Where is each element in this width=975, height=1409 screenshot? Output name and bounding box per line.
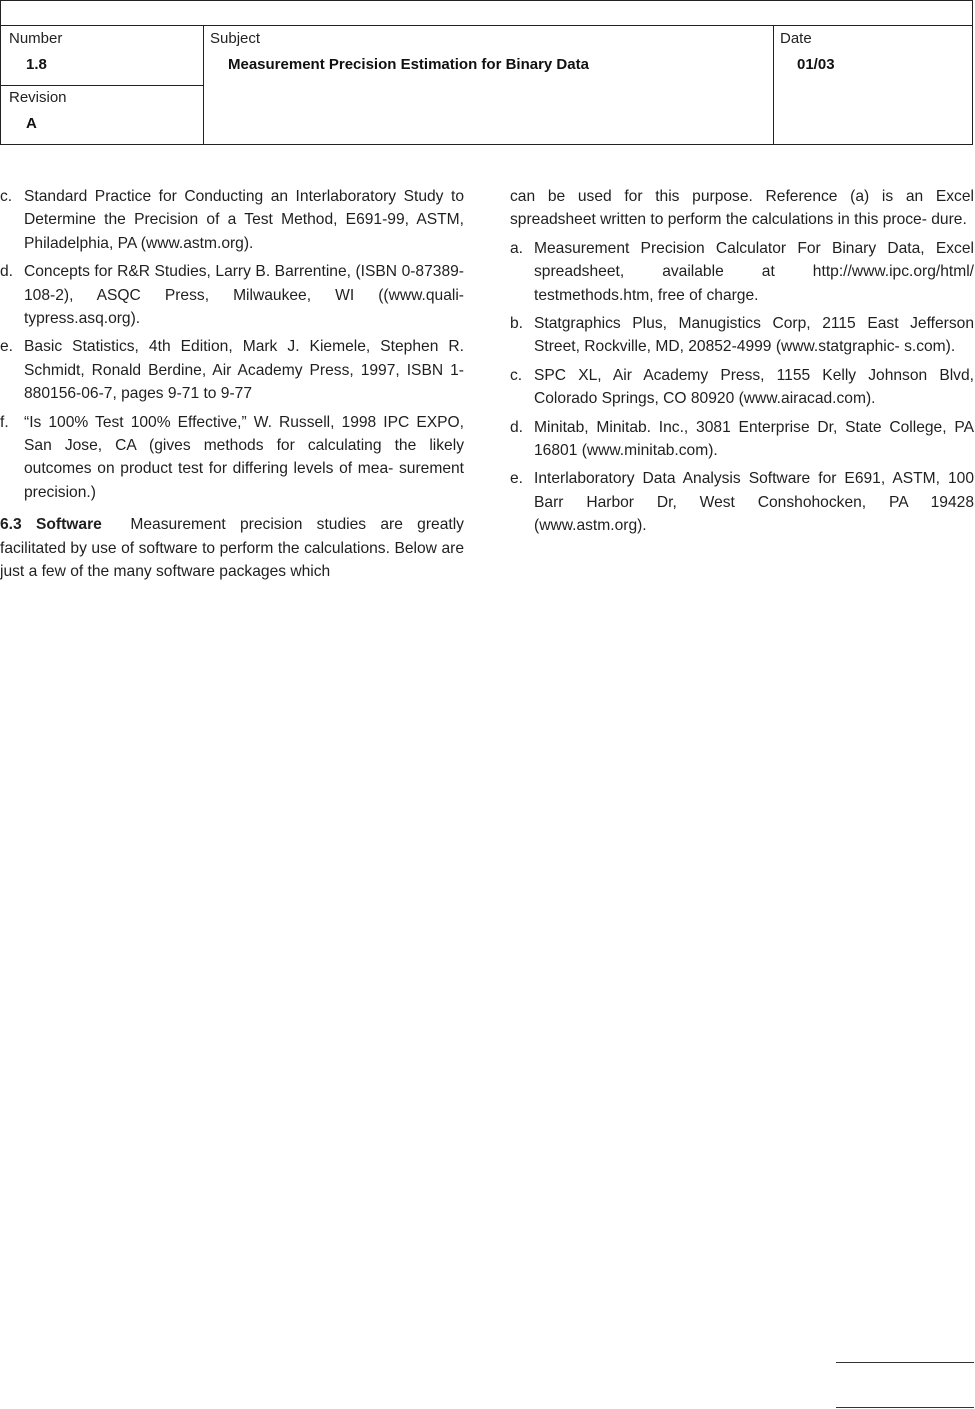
revision-value: A [26,115,37,132]
reference-item [0,260,464,330]
revision-cell [1,85,204,145]
reference-letter: e. [510,470,524,488]
reference-item [0,185,464,255]
reference-text: Statgraphics Plus, Manugistics Corp, 2115 East Jefferson Street, Rockville, MD, 20852-4999 (www.statgraphic- s.com). [534,315,974,356]
software-reference-item [510,312,974,359]
reference-letter: f. [0,413,9,431]
number-value: 1.8 [26,56,47,73]
software-reference-item [510,467,974,537]
subject-label: Subject [210,30,261,47]
software-continuation: can be used for this purpose. Reference (a) is an Excel spreadsheet written to perform the calculations in this proce- dure. [510,188,974,229]
header-top-strip [1,1,972,26]
reference-text: Interlaboratory Data Analysis Software for E691, ASTM, 100 Barr Harbor Dr, West Conshohocken, PA 19428 (www.astm.org). [534,470,974,535]
reference-text: Standard Practice for Conducting an Interlaboratory Study to Determine the Precision of a Test Method, E691-99, ASTM, Philadelphia, PA (www.astm.org). [24,188,464,252]
footer-rule-lower [836,1407,974,1408]
date-value: 01/03 [797,56,835,73]
reference-letter: d. [0,263,14,281]
software-paragraph [0,513,464,583]
software-text: Measurement precision studies are greatly facilitated by use of software to perform the calculations. Below are just a few of the many software packages which [0,516,464,581]
date-label: Date [780,30,812,47]
reference-text: Measurement Precision Calculator For Binary Data, Excel spreadsheet, available at http://www.ipc.org/html/ testmethods.htm, free of charge. [534,239,974,304]
software-heading: 6.3 Software [0,516,102,534]
reference-letter: e. [0,338,14,356]
subject-value: Measurement Precision Estimation for Binary Data [228,56,589,73]
reference-text: SPC XL, Air Academy Press, 1155 Kelly Johnson Blvd, Colorado Springs, CO 80920 (www.airacad.com). [534,366,974,408]
reference-text: Basic Statistics, 4th Edition, Mark J. Kiemele, Stephen R. Schmidt, Ronald Berdine, Air Academy Press, 1997, ISBN 1-880156-06-7, pages 9-71 to 9-77 [24,338,464,403]
date-cell [773,26,973,145]
footer-rule-upper [836,1362,974,1363]
right-column [510,185,974,543]
reference-item [0,411,464,505]
number-label: Number [9,30,63,47]
reference-item [0,335,464,405]
software-reference-item [510,237,974,307]
subject-cell [203,26,774,145]
software-reference-item [510,364,974,411]
reference-letter: c. [510,366,523,384]
reference-text: Minitab, Minitab. Inc., 3081 Enterprise Dr, State College, PA 16801 (www.minitab.com). [534,418,974,460]
reference-letter: c. [0,188,13,205]
left-column [0,185,464,584]
reference-letter: d. [510,418,524,436]
revision-label: Revision [9,89,67,106]
reference-text: “Is 100% Test 100% Effective,” W. Russell, 1998 IPC EXPO, San Jose, CA (gives methods for calculating the likely outcomes on product test for differing levels of mea- surement precision.) [24,413,464,501]
number-cell [1,26,204,86]
reference-text: Concepts for R&R Studies, Larry B. Barrentine, (ISBN 0-87389-108-2), ASQC Press, Milwaukee, WI ((www.quali- typress.asq.org). [24,263,464,328]
software-reference-item [510,416,974,463]
reference-letter: b. [510,315,524,333]
document-header [0,0,973,145]
reference-letter: a. [510,239,524,257]
